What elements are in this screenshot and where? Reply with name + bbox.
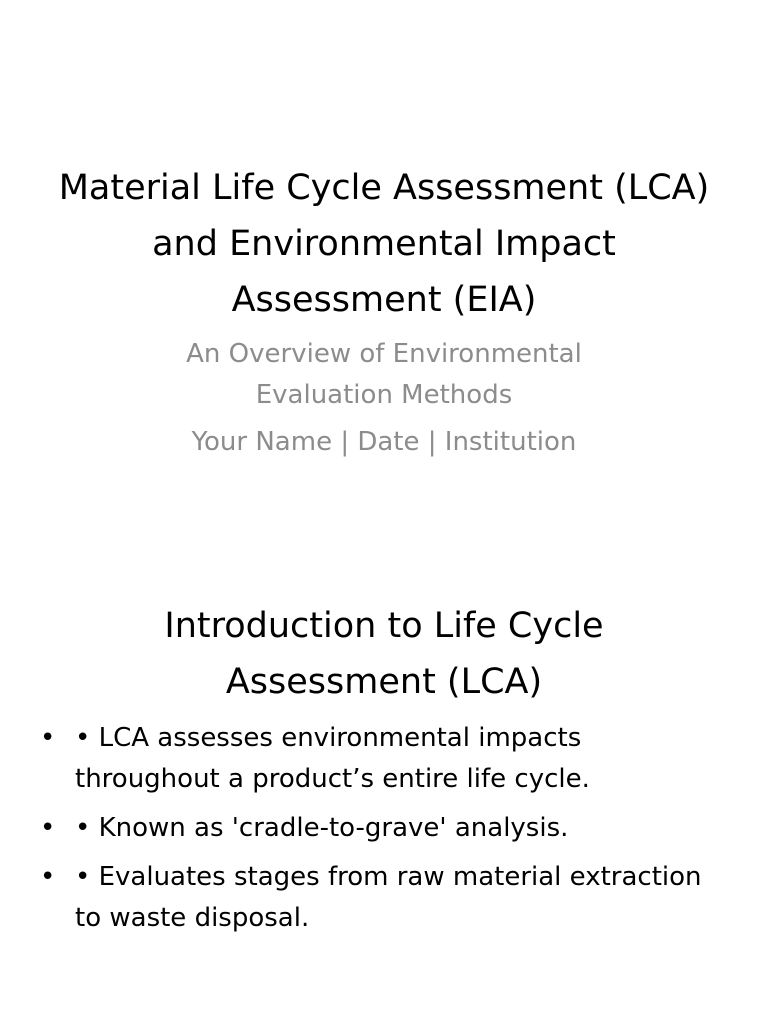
bullet-text: • LCA assesses environmental impacts throughout a product’s entire life cycle. (75, 723, 590, 794)
bullet-text: • Known as 'cradle-to-grave' analysis. (75, 813, 569, 843)
bullet-marker: • (40, 813, 56, 843)
bullet-list (40, 718, 720, 947)
bullet-marker: • (40, 723, 56, 753)
bullet-text: • Evaluates stages from raw material extraction to waste disposal. (75, 862, 702, 933)
bullet-item (40, 808, 720, 849)
bullet-item (40, 718, 720, 800)
subtitle-line: Evaluation Methods (255, 380, 513, 410)
presentation-title: Material Life Cycle Assessment (LCA) and Environmental Impact Assessment (EIA) (58, 168, 710, 320)
content-slide (0, 512, 768, 1024)
presentation-subtitle (115, 334, 653, 416)
author-byline: Your Name | Date | Institution (191, 427, 577, 457)
bullet-marker: • (40, 862, 56, 892)
subtitle-line: An Overview of Environmental (186, 339, 582, 369)
slide-title (58, 598, 710, 710)
slide-title-line: Introduction to Life Cycle (164, 606, 604, 646)
slide-title-line: Assessment (LCA) (225, 662, 543, 702)
bullet-item (40, 857, 720, 939)
